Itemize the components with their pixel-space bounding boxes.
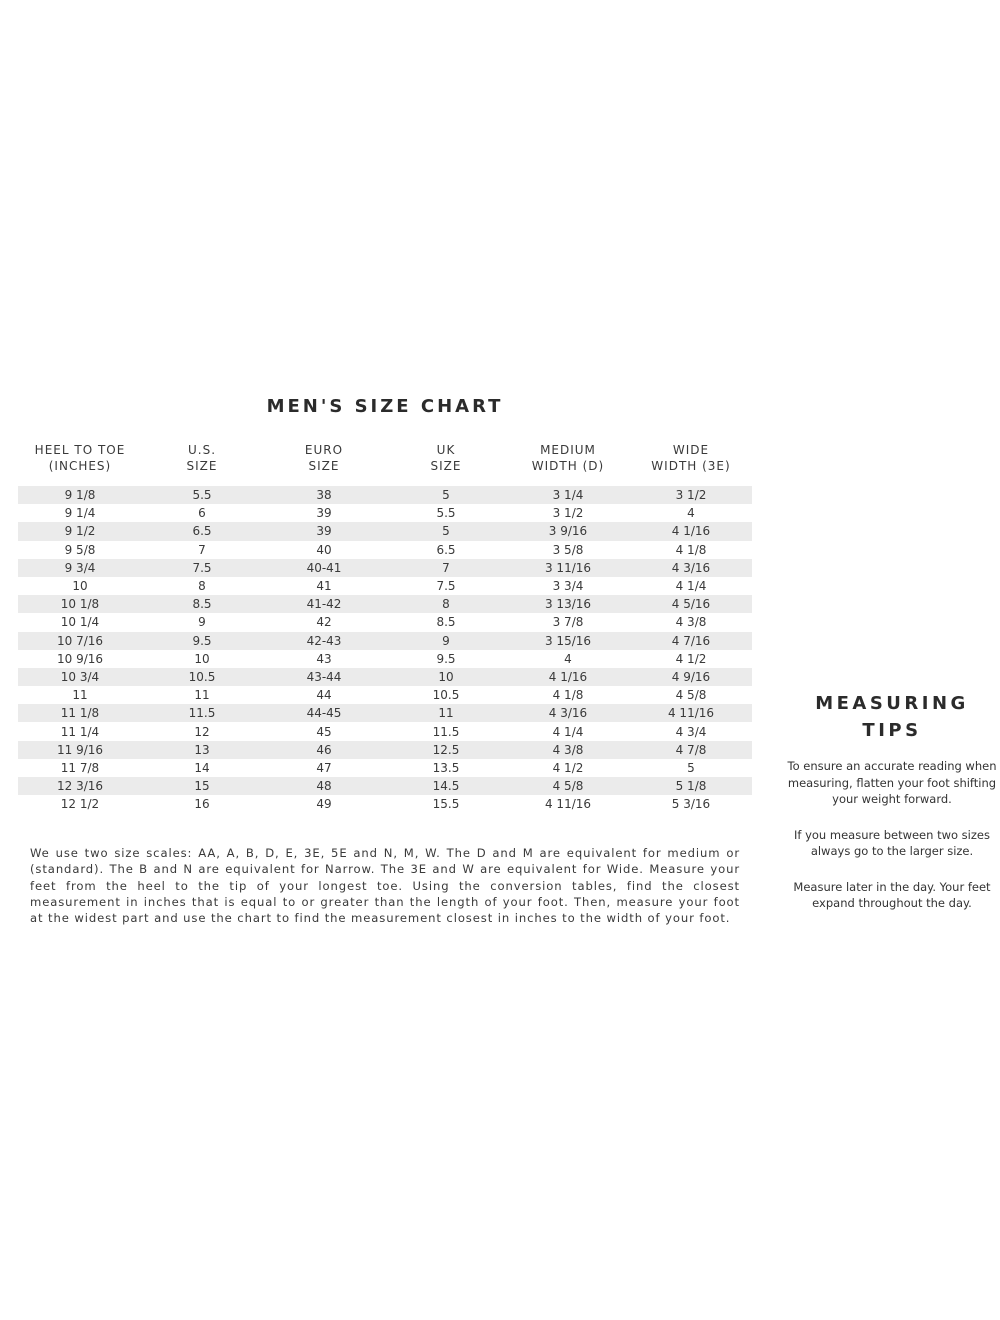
- table-cell: 7.5: [436, 579, 456, 594]
- table-cell: 7.5: [142, 559, 262, 577]
- table-cell: 11: [72, 688, 88, 703]
- table-cell: 6.5: [142, 522, 262, 540]
- table-row: [18, 795, 752, 813]
- tips-title: MEASURING TIPS: [815, 693, 969, 741]
- table-cell: 5 3/16: [671, 797, 711, 812]
- table-row: [18, 504, 752, 522]
- column-header-wide-width: WIDE WIDTH (3E): [651, 443, 731, 473]
- table-cell: 44-45: [262, 704, 386, 722]
- sizing-notes: We use two size scales: AA, A, B, D, E, 3E, 5E and N, M, W. The D and M are equivalent for medium or (standard). The B and N are equivalent for Narrow. The 3E and W are equivalent for Wide. Measure your feet from the heel to the tip of your longest toe. Using the conversion tables, find the closest measurement in inches that is equal to or greater than the length of your foot. Then, measure your foot at the widest part and use the chart to find the measurement closest in inches to the width of your foot.: [30, 846, 740, 926]
- table-cell: 8.5: [142, 595, 262, 613]
- table-cell: 10.5: [432, 688, 460, 703]
- table-cell: 43: [316, 651, 332, 666]
- table-cell: 10: [194, 651, 210, 666]
- table-cell: 5.5: [436, 506, 456, 521]
- table-cell: 4 3/4: [675, 724, 707, 739]
- table-cell: 13: [142, 741, 262, 759]
- table-cell: 3 7/8: [552, 615, 584, 630]
- table-cell: 39: [316, 506, 332, 521]
- table-cell: 42-43: [262, 632, 386, 650]
- table-cell: 47: [316, 760, 332, 775]
- table-cell: 12 1/2: [60, 797, 100, 812]
- table-cell: 6.5: [436, 542, 456, 557]
- table-cell: 11 9/16: [18, 741, 142, 759]
- table-cell: 4 3/16: [506, 704, 630, 722]
- table-cell: 9: [198, 615, 206, 630]
- column-header-medium-width: MEDIUM WIDTH (D): [531, 443, 605, 473]
- table-cell: 44: [316, 688, 332, 703]
- table-row: [18, 777, 752, 795]
- table-cell: 13.5: [432, 760, 460, 775]
- table-cell: 40-41: [262, 559, 386, 577]
- table-cell: 4: [564, 651, 572, 666]
- table-cell: 4 3/8: [506, 741, 630, 759]
- table-cell: 11 1/8: [18, 704, 142, 722]
- tip-item: If you measure between two sizes always go to the larger size.: [794, 827, 990, 858]
- table-cell: 10 1/8: [18, 595, 142, 613]
- table-cell: 4 7/16: [630, 632, 752, 650]
- table-cell: 4 5/16: [630, 595, 752, 613]
- table-cell: 4 1/4: [675, 579, 707, 594]
- table-row: [18, 522, 752, 540]
- table-cell: 7: [386, 559, 506, 577]
- table-cell: 5 1/8: [630, 777, 752, 795]
- table-row: [18, 541, 752, 559]
- table-cell: 4 7/8: [630, 741, 752, 759]
- table-cell: 4 11/16: [544, 797, 592, 812]
- table-cell: 11.5: [142, 704, 262, 722]
- table-cell: 4 1/4: [552, 724, 584, 739]
- table-cell: 11 1/4: [60, 724, 100, 739]
- table-cell: 3 3/4: [552, 579, 584, 594]
- table-cell: 42: [316, 615, 332, 630]
- table-cell: 10: [386, 668, 506, 686]
- table-cell: 3 5/8: [552, 542, 584, 557]
- table-cell: 11 7/8: [60, 760, 100, 775]
- table-cell: 3 1/4: [506, 486, 630, 504]
- table-cell: 10 9/16: [56, 651, 104, 666]
- table-cell: 39: [262, 522, 386, 540]
- table-cell: 9 1/2: [18, 522, 142, 540]
- table-cell: 9 1/8: [18, 486, 142, 504]
- table-cell: 3 9/16: [506, 522, 630, 540]
- table-cell: 3 1/2: [552, 506, 584, 521]
- table-row: [18, 722, 752, 740]
- table-row: [18, 650, 752, 668]
- table-cell: 4 1/2: [552, 760, 584, 775]
- table-row: [18, 632, 752, 650]
- table-cell: 10 1/4: [60, 615, 100, 630]
- column-header-euro-size: EURO SIZE: [304, 443, 344, 473]
- table-cell: 46: [262, 741, 386, 759]
- table-cell: 4: [687, 506, 695, 521]
- table-cell: 15: [142, 777, 262, 795]
- table-cell: 4 1/16: [506, 668, 630, 686]
- table-cell: 4 3/16: [630, 559, 752, 577]
- table-cell: 40: [316, 542, 332, 557]
- table-cell: 7: [198, 542, 206, 557]
- table-cell: 11.5: [432, 724, 460, 739]
- table-cell: 4 5/8: [675, 688, 707, 703]
- table-cell: 45: [316, 724, 332, 739]
- table-cell: 14: [194, 760, 210, 775]
- table-row: [18, 577, 752, 595]
- table-cell: 43-44: [262, 668, 386, 686]
- table-cell: 10: [72, 579, 88, 594]
- tip-item: Measure later in the day. Your feet expand throughout the day.: [793, 879, 991, 910]
- table-cell: 5.5: [142, 486, 262, 504]
- table-cell: 41: [316, 579, 332, 594]
- table-cell: 12 3/16: [18, 777, 142, 795]
- column-header-us-size: U.S. SIZE: [186, 443, 218, 473]
- table-cell: 8: [386, 595, 506, 613]
- table-row: [18, 741, 752, 759]
- table-cell: 11: [194, 688, 210, 703]
- table-cell: 8.5: [436, 615, 456, 630]
- table-row: [18, 613, 752, 631]
- chart-title: MEN'S SIZE CHART: [266, 396, 504, 417]
- table-cell: 4 9/16: [630, 668, 752, 686]
- measuring-tips: [786, 690, 998, 931]
- table-cell: 14.5: [386, 777, 506, 795]
- table-header-row: [18, 442, 752, 486]
- table-cell: 48: [262, 777, 386, 795]
- table-row: [18, 486, 752, 504]
- table-cell: 4 1/8: [675, 542, 707, 557]
- table-cell: 5: [386, 486, 506, 504]
- table-cell: 4 11/16: [630, 704, 752, 722]
- table-row: [18, 759, 752, 777]
- table-cell: 4 5/8: [506, 777, 630, 795]
- table-cell: 15.5: [432, 797, 460, 812]
- table-cell: 8: [198, 579, 206, 594]
- table-cell: 41-42: [262, 595, 386, 613]
- tip-item: To ensure an accurate reading when measuring, flatten your foot shifting your weight forward.: [787, 759, 997, 806]
- table-cell: 5: [386, 522, 506, 540]
- table-row: [18, 559, 752, 577]
- table-cell: 10 3/4: [18, 668, 142, 686]
- table-cell: 49: [316, 797, 332, 812]
- table-cell: 3 13/16: [506, 595, 630, 613]
- table-cell: 4 1/16: [630, 522, 752, 540]
- table-cell: 3 11/16: [506, 559, 630, 577]
- table-cell: 9 1/4: [64, 506, 96, 521]
- table-row: [18, 704, 752, 722]
- table-row: [18, 668, 752, 686]
- table-cell: 5: [687, 760, 695, 775]
- size-chart-table: [18, 442, 752, 813]
- table-cell: 10 7/16: [18, 632, 142, 650]
- table-cell: 38: [262, 486, 386, 504]
- column-header-heel-to-toe: HEEL TO TOE (INCHES): [34, 443, 126, 473]
- table-cell: 9 3/4: [18, 559, 142, 577]
- table-cell: 3 15/16: [506, 632, 630, 650]
- table-cell: 4 1/2: [675, 651, 707, 666]
- table-cell: 3 1/2: [630, 486, 752, 504]
- table-cell: 9 5/8: [64, 542, 96, 557]
- table-cell: 9: [386, 632, 506, 650]
- table-cell: 16: [194, 797, 210, 812]
- table-cell: 12: [194, 724, 210, 739]
- table-cell: 4 3/8: [675, 615, 707, 630]
- table-cell: 6: [198, 506, 206, 521]
- table-cell: 12.5: [386, 741, 506, 759]
- table-row: [18, 686, 752, 704]
- column-header-uk-size: UK SIZE: [430, 443, 462, 473]
- table-cell: 4 1/8: [552, 688, 584, 703]
- table-cell: 11: [386, 704, 506, 722]
- table-row: [18, 595, 752, 613]
- table-cell: 10.5: [142, 668, 262, 686]
- table-cell: 9.5: [142, 632, 262, 650]
- table-cell: 9.5: [436, 651, 456, 666]
